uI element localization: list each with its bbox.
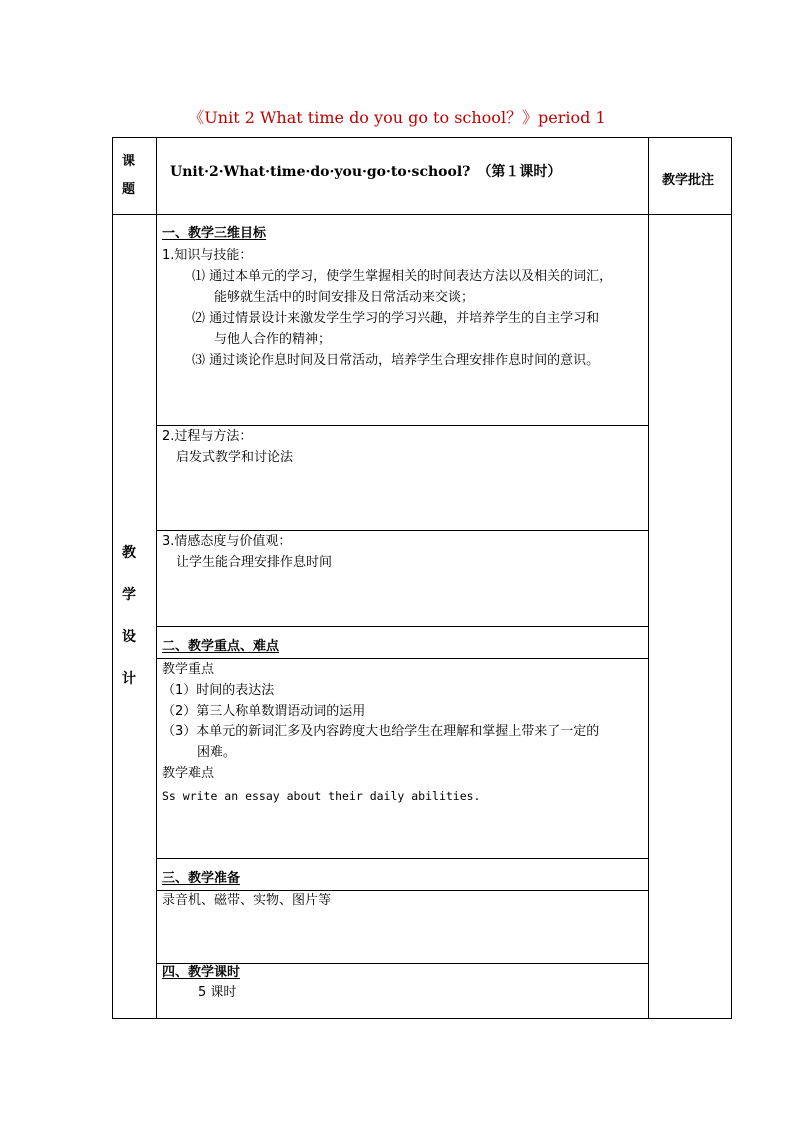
label-ti: 题 [122,182,136,197]
focus-label: 教学重点 [162,662,215,677]
focus-item: 困难。 [197,745,237,760]
table-divider-label [156,137,157,1019]
knowledge-item: ⑶ 通过谈论作息时间及日常活动，培养学生合理安排作息时间的意识。 [192,353,600,368]
row-divider [156,658,648,659]
difficulty-label: 教学难点 [162,766,215,781]
table-header-divider [112,214,732,215]
periods-heading: 四、教学课时 [162,965,241,980]
focus-item: （1）时间的表达法 [162,683,275,698]
knowledge-item: 与他人合作的精神； [214,332,332,347]
side-label-char: 设 [122,629,136,645]
periods-text: 5 课时 [198,985,237,1000]
process-text: 启发式教学和讨论法 [176,450,294,465]
table-border-top [112,137,732,138]
table-border-left [112,137,113,1019]
process-label: 2.过程与方法： [162,429,253,444]
document-title: 《Unit 2 What time do you go to school？》period 1 [188,108,606,127]
preparation-text: 录音机、磁带、实物、图片等 [162,893,332,908]
side-label-char: 计 [122,671,136,687]
focus-item: （2）第三人称单数谓语动词的运用 [162,704,366,719]
row-divider [156,858,648,859]
notes-header: 教学批注 [662,173,715,188]
preparation-heading: 三、教学准备 [162,871,241,886]
knowledge-label: 1.知识与技能： [162,248,253,263]
side-label-char: 学 [122,587,136,603]
objectives-heading: 一、教学三维目标 [162,226,267,241]
knowledge-item: 能够就生活中的时间安排及日常活动来交谈； [214,290,475,305]
row-divider [156,425,648,426]
attitude-label: 3.情感态度与价值观： [162,534,292,549]
knowledge-item: ⑴ 通过本单元的学习，使学生掌握相关的时间表达方法以及相关的词汇， [192,269,613,284]
difficulty-text: Ss write an essay about their daily abilities. [162,789,481,803]
label-ke: 课 [122,154,136,169]
row-divider [156,530,648,531]
attitude-text: 让学生能合理安排作息时间 [176,555,333,570]
table-border-bottom [112,1018,732,1019]
side-label-char: 教 [122,545,136,561]
knowledge-item: ⑵ 通过情景设计来激发学生学习的学习兴趣，并培养学生的自主学习和 [192,311,600,326]
key-points-heading: 二、教学重点、难点 [162,639,280,654]
row-divider [156,626,648,627]
table-divider-notes [648,137,649,1019]
table-border-right [731,137,732,1019]
lesson-title: Unit·2·What·time·do·you·go·to·school? （第１课时） [170,164,562,180]
focus-item: （3）本单元的新词汇多及内容跨度大也给学生在理解和掌握上带来了一定的 [162,724,600,739]
